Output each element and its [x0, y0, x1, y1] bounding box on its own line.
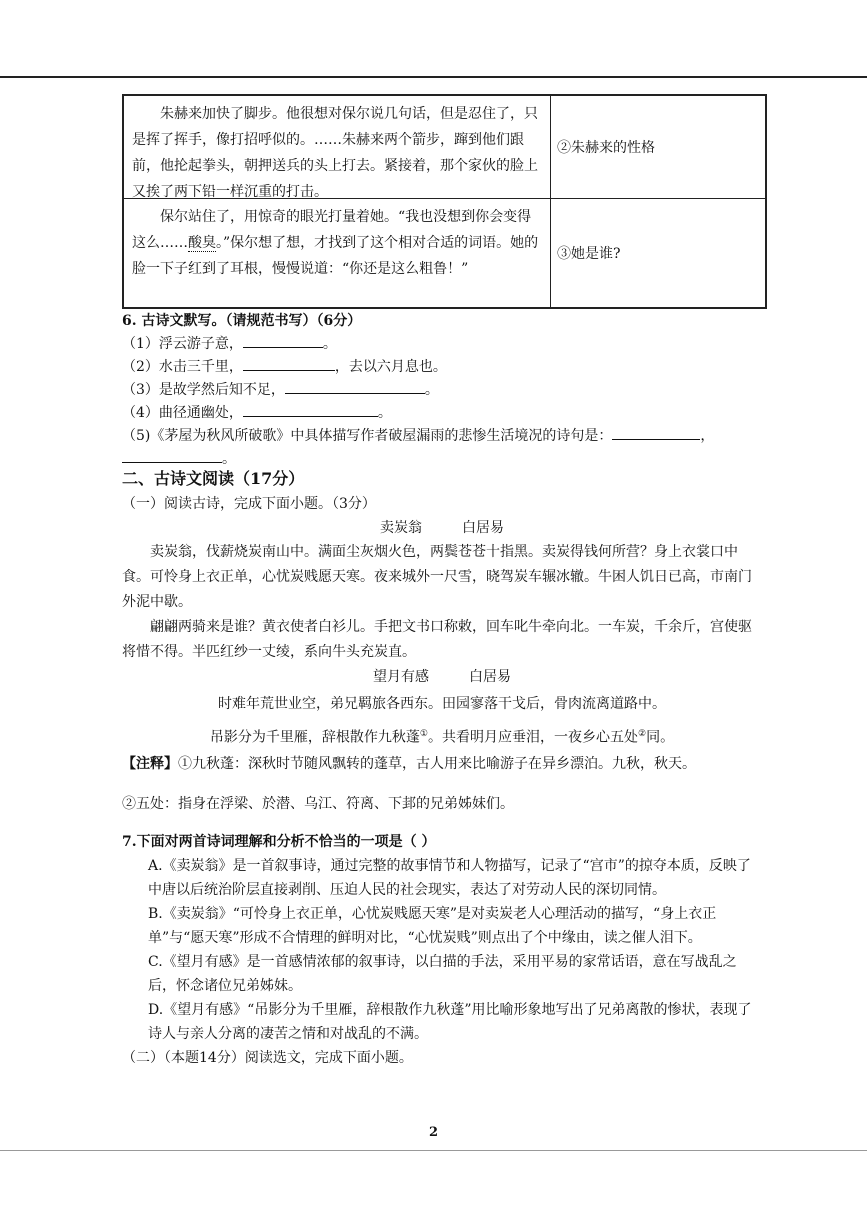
poem-1 — [122, 540, 762, 665]
reading-table — [122, 94, 767, 309]
subsection-title: （二）（本题14分）阅读选文，完成下面小题。 — [122, 1050, 413, 1066]
section-title: 二、古诗文阅读（17分） — [122, 469, 305, 488]
note-1: 【注释】①九秋蓬：深秋时节随风飘转的蓬草，古人用来比喻游子在异乡漂泊。九秋，秋天。 — [122, 756, 696, 772]
answer-blank[interactable] — [243, 402, 378, 417]
poem-title: 卖炭翁 白居易 — [380, 520, 504, 536]
note-2: ②五处：指身在浮梁、於潜、乌江、符离、下邽的兄弟姊妹们。 — [122, 796, 514, 812]
notes — [122, 753, 762, 815]
table-excerpt — [124, 199, 551, 307]
q6-item: 。 — [122, 448, 762, 471]
bottom-rule — [0, 1150, 867, 1151]
table-row — [124, 199, 765, 307]
table-question: ②朱赫来的性格 — [557, 140, 655, 156]
answer-blank[interactable] — [122, 448, 222, 463]
table-excerpt — [124, 96, 551, 198]
q6-title: 6. 古诗文默写。（请规范书写）（6分） — [122, 313, 362, 329]
q6-item: （3）是故学然后知不足， 。 — [122, 379, 762, 402]
answer-blank[interactable] — [285, 379, 425, 394]
q6-item: （1）浮云游子意， 。 — [122, 333, 762, 356]
option-d[interactable]: D.《望月有感》“吊影分为千里雁，辞根散作九秋蓬”用比喻形象地写出了兄弟离散的惨状，表现了诗人与亲人分离的凄苦之情和对战乱的不满。 — [148, 1002, 752, 1042]
option-a[interactable]: A.《卖炭翁》是一首叙事诗，通过完整的故事情节和人物描写，记录了“宫市”的掠夺本质，反映了中唐以后统治阶层直接剥削、压迫人民的社会现实，表达了对劳动人民的深切同情。 — [148, 858, 751, 898]
question-7 — [122, 830, 762, 1070]
poem-paragraph: 卖炭翁，伐薪烧炭南山中。满面尘灰烟火色，两鬓苍苍十指黑。卖炭得钱何所营？身上衣裳口中食。可怜身上衣正单，心忧炭贱愿天寒。夜来城外一尺雪，晓驾炭车辗冰辙。牛困人饥日已高，市南门外泥中歇。 — [122, 544, 752, 610]
q6-item: （2）水击三千里， ，去以六月息也。 — [122, 356, 762, 379]
excerpt-text: 保尔站住了，用惊奇的眼光打量着她。“我也没想到你会变得这么……酸臭。”保尔想了想，才找到了这个相对合适的词语。她的脸一下子红到了耳根，慢慢说道：“你还是这么粗鲁！” — [132, 209, 539, 277]
answer-blank[interactable] — [243, 333, 323, 348]
section-2 — [122, 466, 762, 753]
option-c[interactable]: C.《望月有感》是一首感情浓郁的叙事诗，以白描的手法，采用平易的家常话语，意在写战乱之后，怀念诸位兄弟姊妹。 — [148, 954, 737, 994]
poem-line: 时难年荒世业空，弟兄羁旅各西东。田园寥落干戈后，骨肉流离道路中。 — [218, 696, 666, 712]
poem-title: 望月有感 白居易 — [373, 669, 511, 685]
poem-2 — [122, 689, 762, 753]
top-rule — [0, 76, 867, 78]
table-question: ③她是谁? — [557, 246, 621, 262]
poem-line: 吊影分为千里雁，辞根散作九秋蓬①。共看明月应垂泪，一夜乡心五处②同。 — [209, 729, 675, 746]
answer-blank[interactable] — [243, 356, 335, 371]
question-6 — [122, 310, 762, 471]
excerpt-text: 朱赫来加快了脚步。他很想对保尔说几句话，但是忍住了，只是挥了挥手，像打招呼似的。……朱赫来两个箭步，蹿到他们跟前，他抡起拳头，朝押送兵的头上打去。紧接着，那个家伙的脸上又挨了两下铅一样沉重的打击。 — [132, 106, 538, 200]
table-row — [124, 96, 765, 199]
q6-item: （5)《茅屋为秋风所破歌》中具体描写作者破屋漏雨的悲惨生活境况的诗句是： ， — [122, 425, 762, 448]
q7-title: 7.下面对两首诗词理解和分析不恰当的一项是（ ） — [122, 834, 436, 850]
option-b[interactable]: B.《卖炭翁》“可怜身上衣正单，心忧炭贱愿天寒”是对卖炭老人心理活动的描写，“身上衣正单”与“愿天寒”形成不合情理的鲜明对比，“心忧炭贱”则点出了个中缘由，读之催人泪下。 — [148, 906, 717, 946]
emphasized-word: 酸臭 — [188, 235, 216, 251]
page-number: 2 — [428, 1125, 439, 1140]
q6-item: （4）曲径通幽处， 。 — [122, 402, 762, 425]
poem-paragraph: 翩翩两骑来是谁？黄衣使者白衫儿。手把文书口称敕，回车叱牛牵向北。一车炭，千余斤，宫使驱将惜不得。半匹红纱一丈绫，系向牛头充炭直。 — [122, 619, 752, 660]
answer-blank[interactable] — [612, 425, 700, 440]
subsection-title: （一）阅读古诗，完成下面小题。（3分） — [122, 496, 376, 512]
